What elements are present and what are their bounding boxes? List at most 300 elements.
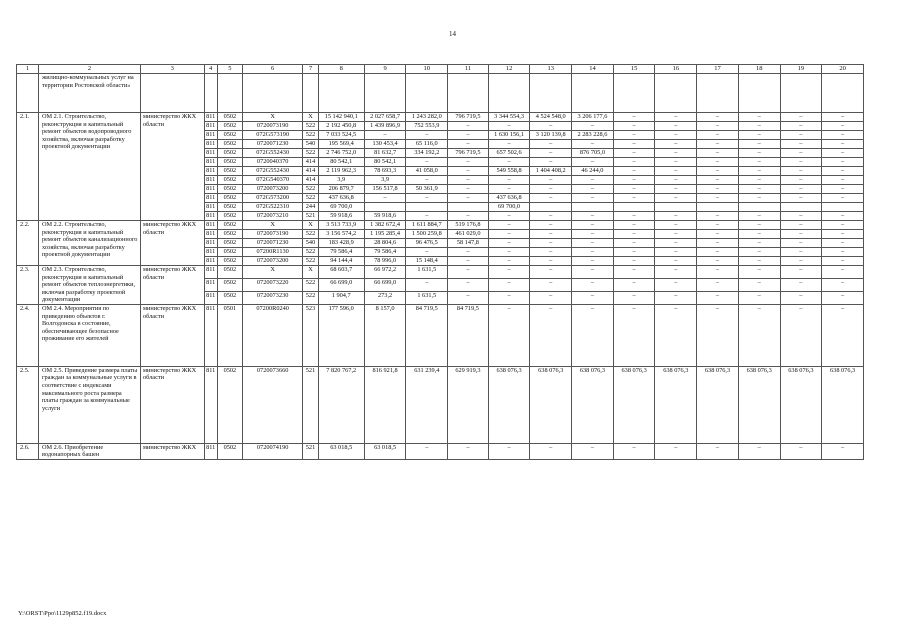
data-cell: – <box>697 257 739 266</box>
data-cell: – <box>572 194 614 203</box>
data-cell: – <box>572 140 614 149</box>
empty-cell <box>140 74 204 113</box>
data-cell: 549 558,8 <box>488 167 530 176</box>
data-cell: 0502 <box>217 230 242 239</box>
column-number: 9 <box>364 65 406 74</box>
data-cell: – <box>738 304 780 366</box>
data-cell: 811 <box>206 113 216 120</box>
data-cell: 631 239,4 <box>406 366 448 443</box>
data-cell: 522 <box>303 131 318 140</box>
data-cell: 811 <box>206 158 216 165</box>
measure-number: 2.2. <box>17 221 39 266</box>
data-cell: – <box>448 212 489 221</box>
data-cell: 811 <box>206 230 216 237</box>
table-row <box>17 304 864 366</box>
data-cell: – <box>822 248 864 257</box>
data-cell: – <box>448 194 489 203</box>
data-cell: 68 603,7 <box>318 266 364 279</box>
data-cell: – <box>488 140 530 149</box>
data-cell: – <box>530 122 572 131</box>
data-cell: 657 502,6 <box>488 149 530 158</box>
data-cell: 94 144,4 <box>318 257 364 266</box>
data-cell: – <box>613 221 655 230</box>
data-cell: 41 058,0 <box>406 167 448 176</box>
data-cell: – <box>572 158 614 167</box>
data-cell: – <box>488 176 530 185</box>
data-cell: – <box>822 212 864 221</box>
data-cell: – <box>530 443 572 459</box>
data-cell: 78 996,0 <box>364 257 406 266</box>
data-cell: – <box>738 248 780 257</box>
data-cell: – <box>613 304 655 366</box>
data-cell: 0502 <box>217 266 242 279</box>
data-cell: – <box>738 149 780 158</box>
data-cell: 0720040370 <box>242 158 302 167</box>
data-cell: – <box>572 304 614 366</box>
continuation-text: жилищно-коммунальных услуг на территории Ростовской области» <box>38 74 140 113</box>
data-cell: Х <box>303 221 318 230</box>
data-cell: 0501 <box>217 304 242 366</box>
data-cell: – <box>780 230 822 239</box>
data-cell: 638 076,3 <box>613 366 655 443</box>
data-cell: 0720073190 <box>242 230 302 239</box>
data-cell: 638 076,3 <box>738 366 780 443</box>
data-cell: – <box>697 167 739 176</box>
data-cell: – <box>822 278 864 291</box>
data-cell: 414 <box>303 167 318 176</box>
data-cell <box>530 203 572 212</box>
data-cell: – <box>822 185 864 194</box>
data-cell: 1 439 896,9 <box>364 122 406 131</box>
data-cell: 7 033 524,5 <box>318 131 364 140</box>
data-cell: 521 <box>303 212 318 221</box>
data-cell: – <box>613 176 655 185</box>
empty-cell <box>318 74 364 113</box>
data-cell: 3 156 574,2 <box>318 230 364 239</box>
table-row <box>17 221 864 230</box>
data-cell <box>613 203 655 212</box>
data-cell: 80 542,1 <box>318 158 364 167</box>
table-row <box>17 443 864 459</box>
data-cell: 96 476,5 <box>406 239 448 248</box>
data-cell: 811 <box>204 291 217 304</box>
data-cell: 0502 <box>217 257 242 266</box>
data-cell: – <box>448 167 489 176</box>
data-cell: – <box>655 167 697 176</box>
data-cell: 0502 <box>217 176 242 185</box>
data-cell: – <box>738 266 780 279</box>
data-cell: 2 192 450,8 <box>318 122 364 131</box>
data-cell: 796 719,5 <box>448 113 489 122</box>
data-cell: – <box>738 176 780 185</box>
data-cell: 522 <box>303 185 318 194</box>
empty-cell <box>364 74 406 113</box>
empty-cell <box>822 74 864 113</box>
table-row <box>17 266 864 279</box>
data-cell: – <box>738 278 780 291</box>
data-cell: – <box>738 212 780 221</box>
data-cell: – <box>488 158 530 167</box>
file-path: Y:\ORST\Ppo\1129p852.f19.docx <box>18 610 107 617</box>
data-cell: – <box>448 257 489 266</box>
data-cell: 07200R0240 <box>242 304 302 366</box>
data-cell: – <box>448 176 489 185</box>
data-cell: 3,9 <box>364 176 406 185</box>
data-cell: – <box>448 185 489 194</box>
data-cell: 0502 <box>217 278 242 291</box>
data-cell: 811 <box>206 221 216 228</box>
data-cell: – <box>488 122 530 131</box>
data-cell: – <box>613 149 655 158</box>
data-cell: 3 344 554,3 <box>488 113 530 122</box>
data-cell: – <box>738 122 780 131</box>
measure-executor: министерство ЖКХ <box>140 443 204 459</box>
data-cell: 072G573200 <box>242 194 302 203</box>
column-number: 2 <box>38 65 140 74</box>
data-cell: – <box>697 230 739 239</box>
data-cell: 3 206 177,6 <box>572 113 614 122</box>
data-cell: 811 <box>206 176 216 183</box>
data-cell: – <box>488 291 530 304</box>
data-cell: 0502 <box>217 185 242 194</box>
column-number: 19 <box>780 65 822 74</box>
column-number: 15 <box>613 65 655 74</box>
data-cell: 244 <box>303 203 318 212</box>
data-cell: – <box>488 257 530 266</box>
data-cell: 0502 <box>217 248 242 257</box>
data-cell: 638 076,3 <box>488 366 530 443</box>
data-cell: 79 586,4 <box>364 248 406 257</box>
measure-executor: министерство ЖКХ области <box>140 266 204 305</box>
data-cell: – <box>780 266 822 279</box>
data-cell: – <box>780 278 822 291</box>
data-cell: 0502 <box>217 203 242 212</box>
column-number: 4 <box>204 65 217 74</box>
data-cell: – <box>406 131 448 140</box>
data-cell: 638 076,3 <box>530 366 572 443</box>
data-cell: – <box>406 248 448 257</box>
data-cell: – <box>530 257 572 266</box>
data-cell: – <box>822 131 864 140</box>
data-cell: 638 076,3 <box>822 366 864 443</box>
empty-cell <box>780 74 822 113</box>
data-cell: – <box>572 221 614 230</box>
data-cell <box>822 203 864 212</box>
data-cell: 206 879,7 <box>318 185 364 194</box>
empty-cell <box>406 74 448 113</box>
data-cell: – <box>822 230 864 239</box>
data-cell: 130 453,4 <box>364 140 406 149</box>
data-cell: – <box>613 131 655 140</box>
column-number: 17 <box>697 65 739 74</box>
data-cell: 638 076,3 <box>572 366 614 443</box>
measure-name: ОМ 2.2. Строительство, реконструкция и капитальный ремонт объектов канализационного хозяйства, включая разработку проектной документации <box>38 221 140 266</box>
data-cell: – <box>738 140 780 149</box>
data-cell: – <box>530 194 572 203</box>
data-cell: 072G552430 <box>242 167 302 176</box>
data-cell: 0502 <box>217 239 242 248</box>
data-cell: 437 636,8 <box>488 194 530 203</box>
data-cell: – <box>780 239 822 248</box>
data-cell: 66 972,2 <box>364 266 406 279</box>
measure-number: 2.1. <box>17 113 39 221</box>
data-cell: – <box>697 248 739 257</box>
data-cell: – <box>780 248 822 257</box>
data-cell: 521 <box>303 366 318 443</box>
data-cell: 0502 <box>217 167 242 176</box>
data-cell: – <box>822 167 864 176</box>
data-cell: – <box>448 131 489 140</box>
data-cell: – <box>738 158 780 167</box>
table-row <box>17 113 864 122</box>
data-cell: – <box>530 158 572 167</box>
data-cell: 522 <box>303 248 318 257</box>
data-cell: 638 076,3 <box>780 366 822 443</box>
data-cell: 876 705,0 <box>572 149 614 158</box>
data-cell: 66 699,0 <box>318 278 364 291</box>
data-cell: 1 500 259,8 <box>406 230 448 239</box>
data-cell: – <box>655 443 697 459</box>
data-cell: – <box>488 266 530 279</box>
data-cell: 752 553,9 <box>406 122 448 131</box>
empty-cell <box>303 74 318 113</box>
data-cell: – <box>448 291 489 304</box>
data-cell <box>697 203 739 212</box>
data-cell: – <box>780 113 822 122</box>
data-cell: – <box>448 158 489 167</box>
measure-number: 2.5. <box>17 366 39 443</box>
measure-number: 2.6. <box>17 443 39 459</box>
data-cell: – <box>738 230 780 239</box>
data-cell: – <box>572 266 614 279</box>
data-cell: – <box>655 266 697 279</box>
data-cell: – <box>655 304 697 366</box>
data-cell: – <box>655 176 697 185</box>
data-cell: 69 700,0 <box>488 203 530 212</box>
table-row <box>17 366 864 443</box>
data-cell: – <box>655 113 697 122</box>
data-cell: – <box>613 257 655 266</box>
data-cell: 7 820 767,2 <box>318 366 364 443</box>
data-cell: – <box>738 291 780 304</box>
data-cell: 2 027 658,7 <box>364 113 406 122</box>
data-cell: 84 719,5 <box>448 304 489 366</box>
data-cell: 4 524 548,0 <box>530 113 572 122</box>
data-cell: 183 428,9 <box>318 239 364 248</box>
data-cell: – <box>697 266 739 279</box>
column-number: 18 <box>738 65 780 74</box>
data-cell: 811 <box>206 203 216 210</box>
page-number: 14 <box>449 30 456 38</box>
data-cell: 1 611 884,7 <box>406 221 448 230</box>
data-cell: – <box>780 149 822 158</box>
data-cell: – <box>613 291 655 304</box>
data-cell: – <box>530 266 572 279</box>
data-cell: – <box>530 304 572 366</box>
data-cell: – <box>488 212 530 221</box>
data-cell: 811 <box>204 366 217 443</box>
data-cell: 811 <box>206 239 216 246</box>
measure-executor: министерство ЖКХ области <box>140 366 204 443</box>
data-cell: 334 192,2 <box>406 149 448 158</box>
data-cell: 0502 <box>217 158 242 167</box>
data-cell: – <box>655 194 697 203</box>
data-cell: – <box>406 176 448 185</box>
data-cell: – <box>738 131 780 140</box>
data-cell: 638 076,3 <box>655 366 697 443</box>
data-cell: – <box>572 291 614 304</box>
data-cell: – <box>822 149 864 158</box>
empty-cell <box>17 74 39 113</box>
empty-cell <box>738 74 780 113</box>
data-cell: – <box>697 176 739 185</box>
data-cell: 0720071230 <box>242 239 302 248</box>
data-cell <box>448 203 489 212</box>
data-cell: – <box>488 185 530 194</box>
data-cell: – <box>822 443 864 459</box>
data-cell: – <box>780 176 822 185</box>
data-cell: – <box>572 185 614 194</box>
data-cell: – <box>738 257 780 266</box>
data-cell: 0502 <box>217 113 242 122</box>
data-cell: – <box>697 140 739 149</box>
column-number-row <box>17 65 864 74</box>
data-cell: – <box>406 278 448 291</box>
data-cell: – <box>530 248 572 257</box>
data-cell: Х <box>303 113 318 122</box>
data-cell: 072G552430 <box>242 149 302 158</box>
data-cell: – <box>697 131 739 140</box>
data-cell: 521 <box>303 443 318 459</box>
data-cell: – <box>572 248 614 257</box>
data-cell: – <box>572 278 614 291</box>
data-cell: – <box>488 230 530 239</box>
data-cell: 0720073230 <box>242 291 302 304</box>
data-cell <box>406 203 448 212</box>
data-cell: – <box>406 194 448 203</box>
data-cell: 072007319​0 <box>242 122 302 131</box>
data-cell: 0502 <box>217 291 242 304</box>
data-cell: 811 <box>204 266 217 279</box>
data-cell: – <box>697 113 739 122</box>
empty-cell <box>697 74 739 113</box>
data-cell: 28 804,6 <box>364 239 406 248</box>
data-cell: – <box>822 158 864 167</box>
data-cell: 811 <box>206 140 216 147</box>
data-cell: 0720071230 <box>242 140 302 149</box>
data-cell <box>655 203 697 212</box>
data-cell <box>572 203 614 212</box>
data-cell: 522 <box>303 278 318 291</box>
data-cell: – <box>697 212 739 221</box>
empty-cell <box>217 74 242 113</box>
data-cell: 461 029,0 <box>448 230 489 239</box>
data-cell: 0502 <box>217 221 242 230</box>
data-cell: 0720073200 <box>242 257 302 266</box>
column-number: 5 <box>217 65 242 74</box>
data-cell: 540 <box>303 140 318 149</box>
table-body <box>17 65 864 460</box>
data-cell: 50 361,9 <box>406 185 448 194</box>
data-cell: – <box>822 304 864 366</box>
data-cell: 816 921,8 <box>364 366 406 443</box>
data-cell: – <box>822 266 864 279</box>
data-cell: – <box>822 291 864 304</box>
column-number: 7 <box>303 65 318 74</box>
data-cell: – <box>488 221 530 230</box>
column-number: 1 <box>17 65 39 74</box>
data-cell: 811 <box>206 194 216 201</box>
data-cell: 3 513 733,9 <box>318 221 364 230</box>
measure-name: ОМ 2.6. Приобретение водонапорных башен <box>38 443 140 459</box>
data-cell: – <box>697 185 739 194</box>
measure-name: ОМ 2.5. Приведение размера платы граждан за коммунальные услуги в соответствие с индексами максимального роста размера платы граждан за коммунальные услуги <box>38 366 140 443</box>
data-cell: 0502 <box>217 131 242 140</box>
data-cell: – <box>697 122 739 131</box>
data-cell: 796 719,5 <box>448 149 489 158</box>
measure-number: 2.4. <box>17 304 39 366</box>
data-cell: – <box>448 122 489 131</box>
data-cell: – <box>780 291 822 304</box>
data-cell: – <box>613 239 655 248</box>
data-cell: 0502 <box>217 194 242 203</box>
data-cell: 46 244,0 <box>572 167 614 176</box>
data-cell: – <box>613 266 655 279</box>
data-cell: – <box>697 304 739 366</box>
measure-name: ОМ 2.3. Строительство, реконструкция и капитальный ремонт объектов теплоэнергетики, включая разработку проектной документации <box>38 266 140 305</box>
data-cell: – <box>822 221 864 230</box>
data-cell: 69 700,0 <box>318 203 364 212</box>
column-number: 6 <box>242 65 302 74</box>
data-cell: – <box>530 176 572 185</box>
data-cell: – <box>572 239 614 248</box>
data-cell: 8 157,0 <box>364 304 406 366</box>
data-cell: – <box>697 278 739 291</box>
data-cell: 0720073200 <box>242 185 302 194</box>
column-number: 3 <box>140 65 204 74</box>
data-cell: – <box>655 149 697 158</box>
data-cell: – <box>655 131 697 140</box>
data-cell: – <box>738 239 780 248</box>
data-cell: – <box>738 443 780 459</box>
data-cell: Х <box>242 266 302 279</box>
data-cell: – <box>780 443 822 459</box>
column-number: 12 <box>488 65 530 74</box>
data-cell: – <box>572 257 614 266</box>
data-cell: – <box>613 278 655 291</box>
data-cell: – <box>697 149 739 158</box>
data-cell: – <box>488 304 530 366</box>
data-cell: – <box>448 278 489 291</box>
empty-cell <box>655 74 697 113</box>
empty-cell <box>613 74 655 113</box>
data-cell: 523 <box>303 304 318 366</box>
data-cell: 81 632,7 <box>364 149 406 158</box>
data-cell: – <box>822 122 864 131</box>
data-cell: – <box>406 158 448 167</box>
data-cell: – <box>655 122 697 131</box>
data-cell: – <box>822 113 864 122</box>
data-cell: – <box>364 194 406 203</box>
data-cell: 811 <box>206 185 216 192</box>
data-cell: 15 142 940,1 <box>318 113 364 122</box>
measure-name: ОМ 2.4. Мероприятия по приведению объектов г. Волгодонска в состояние, обеспечивающее безопасное проживание его жителей <box>38 304 140 366</box>
data-cell: – <box>530 212 572 221</box>
data-cell: – <box>448 443 489 459</box>
data-cell: 522 <box>303 230 318 239</box>
data-cell: – <box>488 443 530 459</box>
data-cell: – <box>488 278 530 291</box>
